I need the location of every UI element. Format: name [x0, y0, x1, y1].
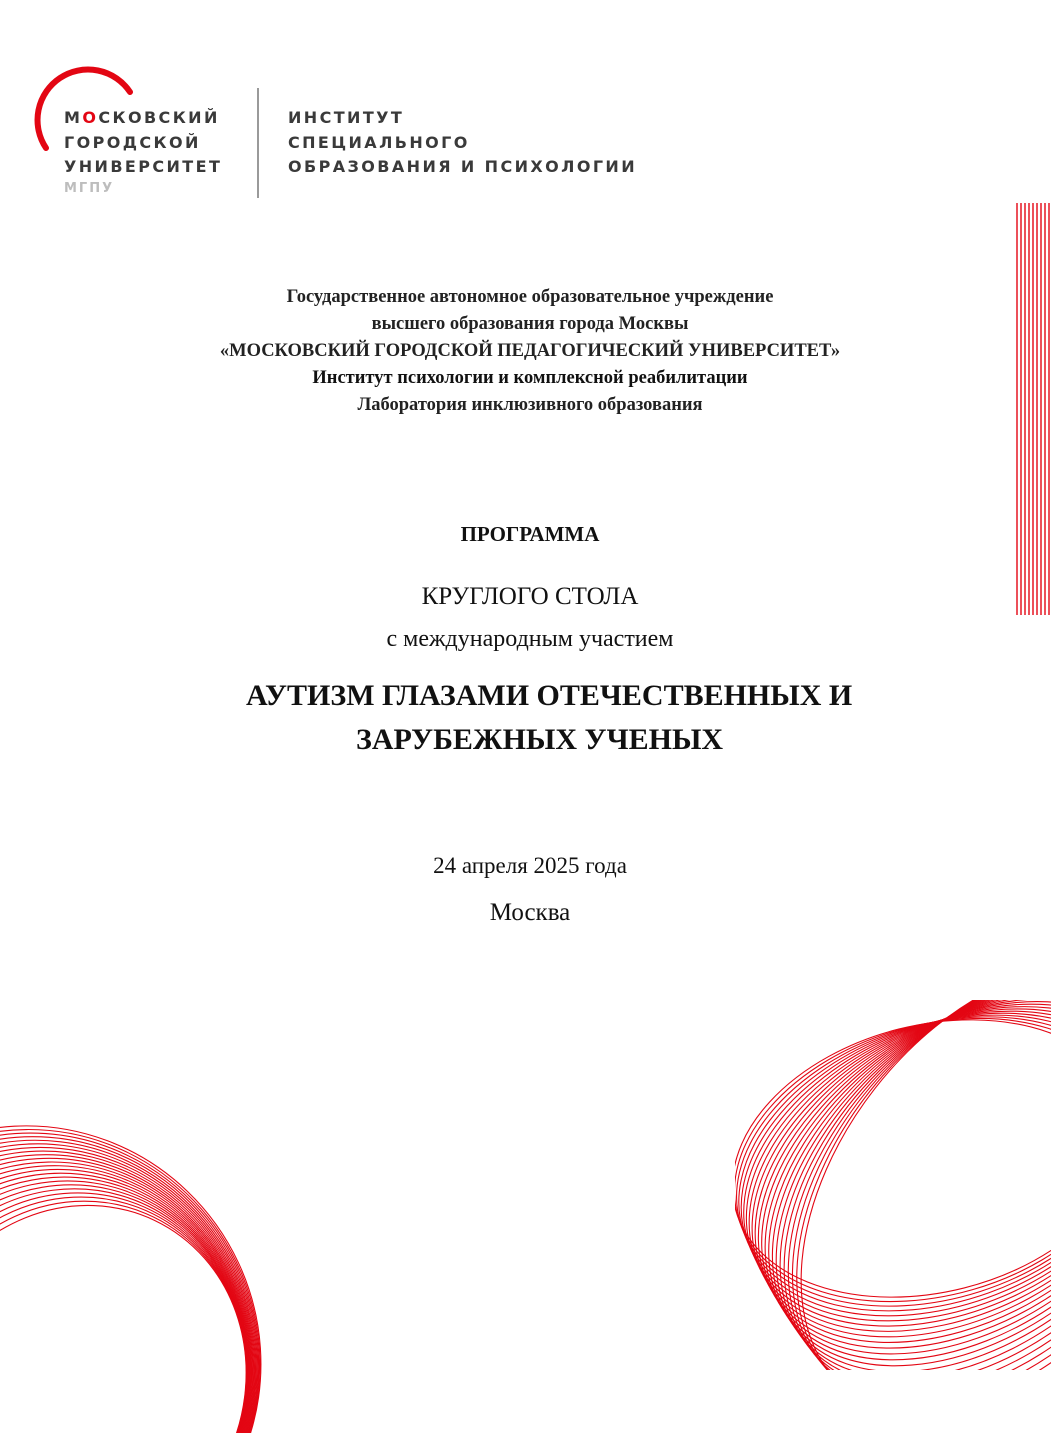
institute-line-2: СПЕЦИАЛЬНОГО	[288, 132, 470, 152]
organization-block	[30, 284, 1030, 419]
logo-red-o: О	[82, 108, 99, 127]
logo-divider	[257, 88, 259, 198]
event-title	[246, 674, 852, 762]
org-line-3: «МОСКОВСКИЙ ГОРОДСКОЙ ПЕДАГОГИЧЕСКИЙ УНИВЕРСИТЕТ»	[219, 341, 841, 361]
logo-line-1	[64, 106, 222, 131]
institute-line-3: ОБРАЗОВАНИЯ И ПСИХОЛОГИИ	[288, 157, 638, 176]
logo-letter-m: М	[64, 108, 83, 127]
org-line-5: Лаборатория инклюзивного образования	[357, 395, 703, 415]
program-heading: ПРОГРАММА	[460, 522, 600, 546]
logo-abbreviation: МГПУ	[64, 180, 115, 196]
org-line-4: Институт психологии и комплексной реабилитации	[312, 368, 748, 388]
university-logo-text	[64, 106, 222, 198]
logo-line-1-rest: СКОВСКИЙ	[98, 108, 220, 127]
event-title-line-1: АУТИЗМ ГЛАЗАМИ ОТЕЧЕСТВЕННЫХ И	[246, 679, 853, 712]
participation-note: с международным участием	[386, 626, 674, 652]
institute-line-1: ИНСТИТУТ	[288, 108, 405, 127]
logo-line-3: УНИВЕРСИТЕТ	[64, 157, 223, 176]
logo-line-2: ГОРОДСКОЙ	[64, 132, 201, 152]
event-title-line-2: ЗАРУБЕЖНЫХ УЧЕНЫХ	[356, 723, 724, 756]
event-type: КРУГЛОГО СТОЛА	[421, 583, 639, 610]
org-line-1: Государственное автономное образовательное учреждение	[286, 287, 774, 307]
event-city: Москва	[489, 899, 571, 926]
org-line-2: высшего образования города Москвы	[371, 314, 689, 334]
decorative-swirl-left	[0, 1110, 300, 1433]
institute-logo-text	[288, 106, 637, 180]
decorative-swirl-right	[735, 1000, 1051, 1370]
event-date: 24 апреля 2025 года	[433, 853, 627, 878]
